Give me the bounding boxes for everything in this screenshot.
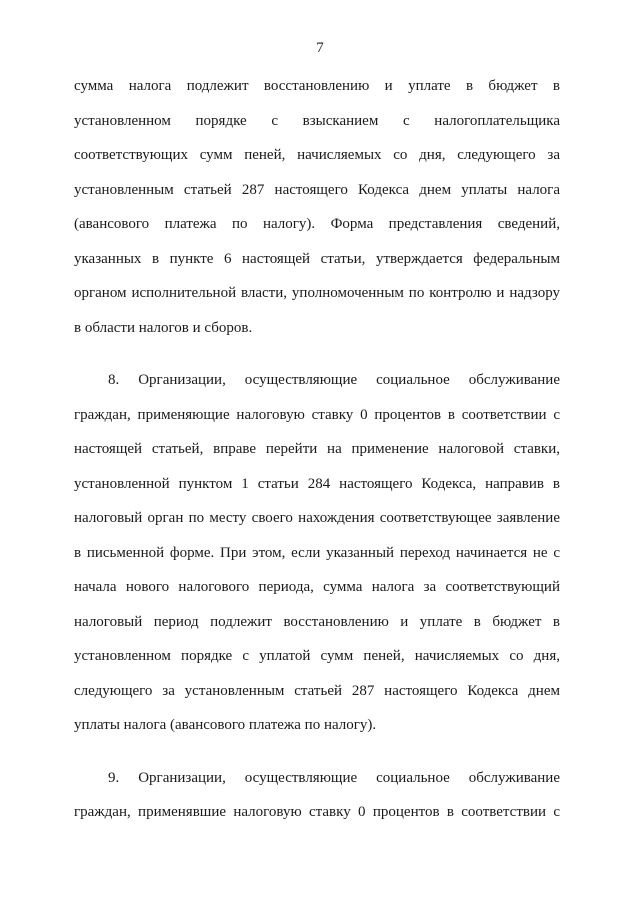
text-line: установленной пунктом 1 статьи 284 настоящего Кодекса, направив в	[74, 475, 560, 492]
text-line: установленным статьей 287 настоящего Кодекса днем уплаты налога	[74, 181, 560, 198]
paragraph-item-8	[74, 370, 560, 750]
text-line: налоговый период подлежит восстановлению и уплате в бюджет в	[74, 613, 560, 630]
document-body	[74, 76, 560, 837]
text-line: 8. Организации, осуществляющие социальное обслуживание	[108, 372, 560, 388]
text-line: граждан, применяющие налоговую ставку 0 процентов в соответствии с	[74, 406, 560, 423]
text-line: в области налогов и сборов.	[74, 319, 253, 336]
paragraph-continuation	[74, 76, 560, 352]
text-line: следующего за установленным статьей 287 настоящего Кодекса днем	[74, 682, 560, 699]
paragraph-item-9	[74, 768, 560, 837]
text-line: указанных в пункте 6 настоящей статьи, утверждается федеральным	[74, 250, 560, 267]
text-line: в письменной форме. При этом, если указанный переход начинается не с	[74, 544, 560, 561]
text-line: установленном порядке с взысканием с налогоплательщика	[74, 112, 560, 129]
text-line: сумма налога подлежит восстановлению и уплате в бюджет в	[74, 78, 560, 94]
text-line: настоящей статьей, вправе перейти на применение налоговой ставки,	[74, 441, 560, 457]
page-number: 7	[316, 40, 324, 56]
paragraph-gap	[74, 750, 560, 768]
text-line: 9. Организации, осуществляющие социальное обслуживание	[108, 769, 560, 786]
text-line: уплаты налога (авансового платежа по налогу).	[74, 717, 377, 733]
text-line: установленном порядке с уплатой сумм пеней, начисляемых со дня,	[74, 648, 560, 664]
text-line: граждан, применявшие налоговую ставку 0 процентов в соответствии с	[74, 804, 560, 820]
text-line: органом исполнительной власти, уполномоченным по контролю и надзору	[74, 285, 560, 301]
text-line: (авансового платежа по налогу). Форма представления сведений,	[74, 216, 560, 232]
paragraph-gap	[74, 352, 560, 370]
text-line: начала нового налогового периода, сумма налога за соответствующий	[74, 579, 560, 595]
text-line: соответствующих сумм пеней, начисляемых со дня, следующего за	[74, 147, 560, 163]
text-line: налоговый орган по месту своего нахождения соответствующее заявление	[74, 510, 560, 526]
